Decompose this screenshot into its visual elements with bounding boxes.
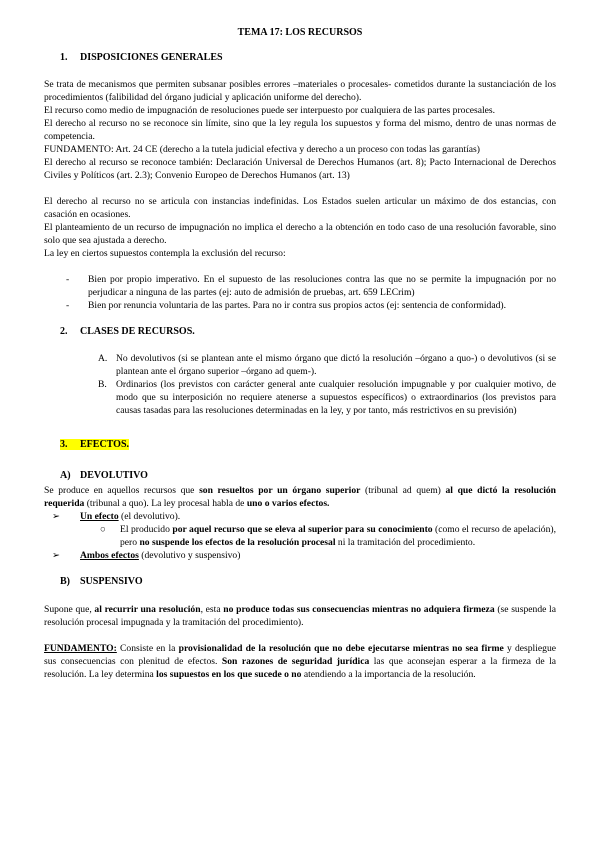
suspensivo-text-2: , esta xyxy=(200,604,224,615)
fundamento-text-1: Consiste en la xyxy=(116,643,179,654)
sub-bold-2: no suspende los efectos de la resolución procesal xyxy=(139,537,336,548)
s1-paragraph-2: El recurso como medio de impugnación de resoluciones puede ser interpuesto por cualquiera de las partes procesales. xyxy=(44,105,496,116)
section-1-number: 1. xyxy=(60,52,68,63)
recurso-classes-list xyxy=(44,352,556,417)
suspensivo-bold-2: no produce todas sus consecuencias mientras no adquiera firmeza xyxy=(223,604,495,615)
class-marker-b: B. xyxy=(98,379,107,390)
devolutivo-arrow-item-2 xyxy=(44,549,556,562)
section-1-heading xyxy=(60,51,556,64)
s1-paragraph-3: El derecho al recurso no se reconoce sin límite, sino que la ley regula los supuestos y forma del mismo, dentro de unas normas de competencia. xyxy=(44,118,556,142)
section-1-title: DISPOSICIONES GENERALES xyxy=(80,52,223,63)
s1-paragraph-1: Se trata de mecanismos que permiten subsanar posibles errores –materiales o procesales- cometidos durante la sustanciación de los procedimientos (falibilidad del órgano judicial y aplicación uniforme del derecho). xyxy=(44,79,556,103)
ambos-efectos-label: Ambos efectos xyxy=(80,550,139,561)
class-item-b xyxy=(98,378,556,417)
exclusion-list xyxy=(44,273,556,312)
sub-text-1: El producido xyxy=(120,524,173,535)
suspensivo-heading xyxy=(60,575,556,588)
class-item-a xyxy=(98,352,556,378)
section-2-heading xyxy=(60,325,556,338)
section-3-highlight xyxy=(60,439,129,450)
devolutivo-sub-item xyxy=(44,523,556,549)
suspensivo-text-1: Supone que, xyxy=(44,604,95,615)
section-3-title: EFECTOS. xyxy=(80,439,129,450)
suspensivo-title: SUSPENSIVO xyxy=(80,576,143,587)
fundamento-text-4: atendiendo a la importancia de la resolución. xyxy=(301,669,476,680)
fundamento-bold-1: provisionalidad de la resolución que no debe ejecutarse mientras no sea firme xyxy=(178,643,504,654)
s1-paragraph-7: El planteamiento de un recurso de impugnación no implica el derecho a la obtención en todo caso de una resolución favorable, sino solo que sea ajustada a derecho. xyxy=(44,222,556,246)
suspensivo-label: B) xyxy=(60,576,70,587)
suspensivo-bold-1: al recurrir una resolución xyxy=(94,604,201,615)
s1-paragraph-6: El derecho al recurso no se articula con instancias indefinidas. Los Estados suelen articular un máximo de dos estancias, con casación en ocasiones. xyxy=(44,196,556,220)
devolutivo-paragraph xyxy=(44,484,556,510)
sub-bold-1: por aquel recurso que se eleva al superior para su conocimiento xyxy=(172,524,433,535)
class-text-a: No devolutivos (si se plantean ante el mismo órgano que dictó la resolución –órgano a quo-) o devolutivos (si se plantean ante el órgano superior –órgano ad quem-). xyxy=(116,353,556,377)
exclusion-item-2: - Bien por renuncia voluntaria de las partes. Para no ir contra sus propios actos (ej: sentencia de conformidad). xyxy=(66,299,556,312)
s1-paragraph-8: La ley en ciertos supuestos contempla la exclusión del recurso: xyxy=(44,248,286,259)
devolutivo-text-3: (tribunal a quo). La ley procesal habla de xyxy=(84,498,247,509)
fundamento-text-2: y despliegue sus consecuencias con plenitud de efectos. xyxy=(44,643,556,667)
fundamento-bold-3: los supuestos en los que sucede o no xyxy=(156,669,302,680)
arrow-bullet-icon: ➢ xyxy=(52,511,61,522)
suspensivo-paragraph xyxy=(44,603,556,629)
devolutivo-text-1: Se produce en aquellos recursos que xyxy=(44,485,200,496)
sub-text-3: ni la tramitación del procedimiento. xyxy=(335,537,476,548)
devolutivo-bold-1: son resueltos por un órgano superior xyxy=(199,485,361,496)
class-text-b: Ordinarios (los previstos con carácter general ante cualquier resolución impugnable y por cualquier motivo, de modo que su interposición no requiere atenerse a supuestos específicos) o extraordinarios (los previstos para causas tasadas para las resoluciones determinadas en la ley, y por tanto, más restrictivos en su previsión) xyxy=(116,379,556,416)
devolutivo-title: DEVOLUTIVO xyxy=(80,470,148,481)
fundamento-bold-2: Son razones de seguridad jurídica xyxy=(221,656,370,667)
class-marker-a: A. xyxy=(98,353,108,364)
exclusion-item-1: - Bien por propio imperativo. En el supuesto de las resoluciones contra las que no se permite la impugnación por no perjudicar a ninguna de las partes (ej: auto de admisión de pruebas, art. 659 LECrim) xyxy=(66,273,556,299)
devolutivo-arrow-item-1 xyxy=(44,510,556,523)
section-3-heading xyxy=(60,438,556,451)
fundamento-paragraph xyxy=(44,642,556,681)
section-3-number: 3. xyxy=(60,439,68,450)
fundamento-text-3: las que aconsejan esperar a la firmeza de la resolución. La ley determina xyxy=(44,656,556,680)
devolutivo-bold-3: uno o varios efectos. xyxy=(246,498,330,509)
section-2-title: CLASES DE RECURSOS. xyxy=(80,326,195,337)
arrow-bullet-icon: ➢ xyxy=(52,550,61,561)
sub-text-2: (como el recurso de apelación), pero xyxy=(120,524,556,548)
un-efecto-text: (el devolutivo). xyxy=(118,511,181,522)
devolutivo-bold-2: al que dictó la resolución requerida xyxy=(44,485,556,509)
document-title: TEMA 17: LOS RECURSOS xyxy=(237,27,363,38)
ambos-efectos-text: (devolutivo y suspensivo) xyxy=(138,550,241,561)
devolutivo-label: A) xyxy=(60,470,71,481)
circle-bullet-icon: ○ xyxy=(100,524,106,535)
devolutivo-text-2: (tribunal ad quem) xyxy=(360,485,446,496)
un-efecto-label: Un efecto xyxy=(80,511,119,522)
fundamento-label: FUNDAMENTO: xyxy=(44,643,117,654)
s1-paragraph-5: El derecho al recurso se reconoce también: Declaración Universal de Derechos Humanos (art. 8); Pacto Internacional de Derechos Civiles y Políticos (art. 2.3); Convenio Europeo de Derechos Humanos (art. 13) xyxy=(44,157,556,181)
s1-paragraph-4: FUNDAMENTO: Art. 24 CE (derecho a la tutela judicial efectiva y derecho a un proceso con todas las garantías) xyxy=(44,144,480,155)
devolutivo-heading xyxy=(60,469,556,482)
suspensivo-text-3: (se suspende la resolución procesal impugnada y la tramitación del procedimiento). xyxy=(44,604,556,628)
section-2-number: 2. xyxy=(60,326,68,337)
